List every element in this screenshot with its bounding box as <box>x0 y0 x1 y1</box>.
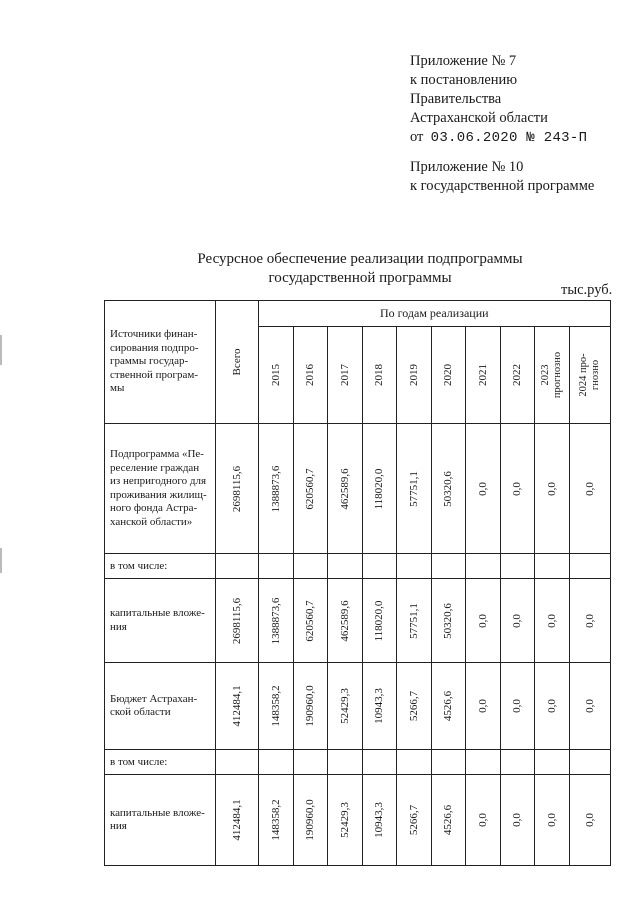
date-prefix: от <box>410 129 424 145</box>
year-header-cell <box>259 327 294 424</box>
year-header-cell <box>293 327 328 424</box>
row-label-line: ния <box>110 820 127 832</box>
year-value: 1388873,6 <box>269 597 282 644</box>
year-value: 1388873,6 <box>269 465 282 512</box>
year-value: 0,0 <box>511 699 524 713</box>
year-value-cell <box>259 663 294 750</box>
row-label-line: ного фонда Астра- <box>110 502 198 514</box>
year-value: 190960,0 <box>304 685 317 727</box>
title-line-1: Ресурсное обеспечение реализации подпрограммы <box>197 251 523 267</box>
scan-edge-mark <box>0 548 2 573</box>
year-value: 5266,7 <box>407 690 420 722</box>
year-value: 190960,0 <box>304 799 317 841</box>
subheader-label: в том числе: <box>105 554 216 579</box>
date-value: 03.06.2020 № 243-П <box>430 130 588 146</box>
year-value-cell <box>362 663 397 750</box>
year-header-2023-line: 2023 <box>539 364 551 386</box>
year-value: 10943,3 <box>373 688 386 724</box>
source-header-line: ственной програм- <box>110 368 199 381</box>
year-value: 118020,0 <box>373 600 386 641</box>
source-header-line: мы <box>110 382 125 395</box>
total-value-cell <box>216 663 259 750</box>
document-title <box>150 250 570 288</box>
empty-cell <box>431 554 466 579</box>
year-value-cell <box>328 424 363 554</box>
total-value: 412484,1 <box>231 799 243 841</box>
year-value-cell <box>466 663 501 750</box>
source-header <box>110 328 211 396</box>
scan-edge-mark <box>0 335 2 365</box>
year-value-cell <box>466 775 501 866</box>
year-header: 2017 <box>338 364 351 386</box>
year-value-cell <box>569 579 610 663</box>
total-value-cell <box>216 424 259 554</box>
year-value-cell <box>362 775 397 866</box>
year-header: 2022 <box>511 364 524 386</box>
year-value-cell <box>431 663 466 750</box>
year-header-2023-cell <box>535 327 570 424</box>
year-value: 0,0 <box>583 481 596 496</box>
year-value-cell <box>500 424 535 554</box>
year-value-cell <box>328 663 363 750</box>
table-row <box>105 424 611 554</box>
year-value-cell <box>500 579 535 663</box>
year-header-2024-line: 2024 про- <box>577 353 589 397</box>
empty-cell <box>362 554 397 579</box>
year-value-cell <box>397 775 432 866</box>
year-value-cell <box>397 424 432 554</box>
year-value: 0,0 <box>545 613 558 628</box>
year-value: 148358,2 <box>269 799 282 841</box>
row-label-line: Подпрограмма «Пе- <box>110 448 204 460</box>
subheader-label: в том числе: <box>105 750 216 775</box>
year-value: 4526,6 <box>442 804 455 836</box>
year-header-cell <box>500 327 535 424</box>
resolution-line: к постановлению <box>410 72 518 88</box>
total-header: Всего <box>231 348 243 376</box>
table-row <box>105 775 611 866</box>
row-label-line: капитальные вложе- <box>110 806 205 819</box>
year-value: 50320,6 <box>442 470 455 507</box>
row-label-cell <box>105 663 216 750</box>
year-value: 4526,6 <box>442 690 455 722</box>
total-value-cell <box>216 775 259 866</box>
year-value-cell <box>293 579 328 663</box>
year-header: 2020 <box>442 364 455 386</box>
year-value-cell <box>328 775 363 866</box>
year-value: 52429,3 <box>338 802 351 838</box>
row-label-cell <box>105 424 216 554</box>
year-header: 2015 <box>269 364 282 386</box>
empty-cell <box>397 554 432 579</box>
year-value: 0,0 <box>511 481 524 496</box>
year-header-2024-cell <box>569 327 610 424</box>
row-label-line: ской области <box>110 706 171 718</box>
empty-cell <box>328 554 363 579</box>
empty-cell <box>569 554 610 579</box>
source-header-line: граммы государ- <box>110 355 189 368</box>
year-header-2024 <box>578 353 602 396</box>
year-value: 0,0 <box>511 813 524 827</box>
year-value: 52429,3 <box>338 688 351 724</box>
row-label-cell <box>105 579 216 663</box>
appendix-label: Приложение № 7 <box>410 53 517 69</box>
year-header-cell <box>362 327 397 424</box>
table-row <box>105 579 611 663</box>
total-value: 2698115,6 <box>231 465 243 512</box>
year-value: 50320,6 <box>442 602 455 639</box>
year-value: 57751,1 <box>407 602 420 639</box>
appendix-header-2 <box>410 158 594 196</box>
empty-cell <box>569 750 610 775</box>
year-value: 620560,7 <box>304 467 317 510</box>
year-value-cell <box>431 579 466 663</box>
year-value-cell <box>535 663 570 750</box>
row-label-cell <box>105 775 216 866</box>
year-value-cell <box>535 579 570 663</box>
year-value: 118020,0 <box>373 468 386 509</box>
year-value-cell <box>466 579 501 663</box>
year-value: 0,0 <box>545 813 558 827</box>
empty-cell <box>466 554 501 579</box>
region-line: Астраханской области <box>410 110 548 126</box>
year-value: 0,0 <box>583 699 596 713</box>
empty-cell <box>293 750 328 775</box>
year-header: 2018 <box>373 364 386 386</box>
year-value-cell <box>397 663 432 750</box>
empty-cell <box>431 750 466 775</box>
year-value: 462589,6 <box>338 467 351 510</box>
year-value: 5266,7 <box>407 804 420 836</box>
government-line: Правительства <box>410 91 502 107</box>
empty-cell <box>259 554 294 579</box>
empty-cell <box>466 750 501 775</box>
resource-table <box>104 300 611 866</box>
year-value-cell <box>293 775 328 866</box>
year-value-cell <box>466 424 501 554</box>
year-value-cell <box>431 775 466 866</box>
year-value-cell <box>569 424 610 554</box>
appendix2-to: к государственной программе <box>410 178 595 194</box>
year-value-cell <box>535 424 570 554</box>
date-line <box>410 128 587 148</box>
empty-cell <box>216 750 259 775</box>
source-header-line: сирования подпро- <box>110 341 199 354</box>
year-value: 0,0 <box>545 481 558 496</box>
subheader-row <box>105 554 611 579</box>
year-header-2024-line: гнозно <box>589 359 601 391</box>
table-row <box>105 663 611 750</box>
year-header-cell <box>466 327 501 424</box>
empty-cell <box>535 554 570 579</box>
row-label-line: реселение граждан <box>110 461 200 474</box>
year-value-cell <box>500 775 535 866</box>
year-value: 0,0 <box>476 813 489 827</box>
year-value-cell <box>569 663 610 750</box>
year-value-cell <box>431 424 466 554</box>
source-header-line: Источники финан- <box>110 328 198 341</box>
row-label-line: капитальные вложе- <box>110 607 205 619</box>
total-header-cell <box>216 301 259 424</box>
year-value: 0,0 <box>545 699 558 713</box>
year-value: 0,0 <box>476 481 489 496</box>
year-value-cell <box>259 579 294 663</box>
year-value: 0,0 <box>476 613 489 628</box>
year-value-cell <box>397 579 432 663</box>
year-header-cell <box>397 327 432 424</box>
year-value: 0,0 <box>583 613 596 628</box>
row-label-line: из непригодного для <box>110 475 207 487</box>
year-header: 2016 <box>304 364 317 386</box>
row-label-line: ханской области» <box>110 515 193 528</box>
total-value-cell <box>216 579 259 663</box>
years-group-header: По годам реализации <box>259 301 611 327</box>
row-label-line: Бюджет Астрахан- <box>110 692 198 705</box>
source-header-cell <box>105 301 216 424</box>
empty-cell <box>500 554 535 579</box>
year-value: 0,0 <box>511 613 524 628</box>
year-header-cell <box>328 327 363 424</box>
year-value-cell <box>259 424 294 554</box>
year-value: 57751,1 <box>407 470 420 507</box>
row-label-line: ния <box>110 620 127 633</box>
empty-cell <box>535 750 570 775</box>
appendix2-label: Приложение № 10 <box>410 159 524 175</box>
total-value: 412484,1 <box>231 685 243 727</box>
empty-cell <box>293 554 328 579</box>
year-value-cell <box>328 579 363 663</box>
year-value: 462589,6 <box>338 599 351 642</box>
year-header-2023 <box>540 352 564 398</box>
year-value-cell <box>259 775 294 866</box>
empty-cell <box>259 750 294 775</box>
year-value: 0,0 <box>583 813 596 827</box>
empty-cell <box>216 554 259 579</box>
empty-cell <box>397 750 432 775</box>
year-value-cell <box>362 424 397 554</box>
title-line-2: государственной программы <box>268 270 452 286</box>
year-value-cell <box>293 663 328 750</box>
appendix-header <box>410 52 587 148</box>
year-value-cell <box>569 775 610 866</box>
year-value-cell <box>293 424 328 554</box>
year-header: 2021 <box>476 364 489 386</box>
row-label-line: проживания жилищ- <box>110 488 207 501</box>
year-value-cell <box>500 663 535 750</box>
empty-cell <box>362 750 397 775</box>
subheader-row <box>105 750 611 775</box>
units-label: тыс.руб. <box>561 282 613 298</box>
year-header-2023-line: прогнозно <box>551 351 563 399</box>
year-value: 620560,7 <box>304 599 317 642</box>
year-header-cell <box>431 327 466 424</box>
year-value: 148358,2 <box>269 685 282 727</box>
year-header: 2019 <box>407 364 420 386</box>
year-value-cell <box>535 775 570 866</box>
year-value: 0,0 <box>476 699 489 713</box>
empty-cell <box>328 750 363 775</box>
year-value: 10943,3 <box>373 802 386 838</box>
empty-cell <box>500 750 535 775</box>
total-value: 2698115,6 <box>231 597 243 644</box>
year-value-cell <box>362 579 397 663</box>
